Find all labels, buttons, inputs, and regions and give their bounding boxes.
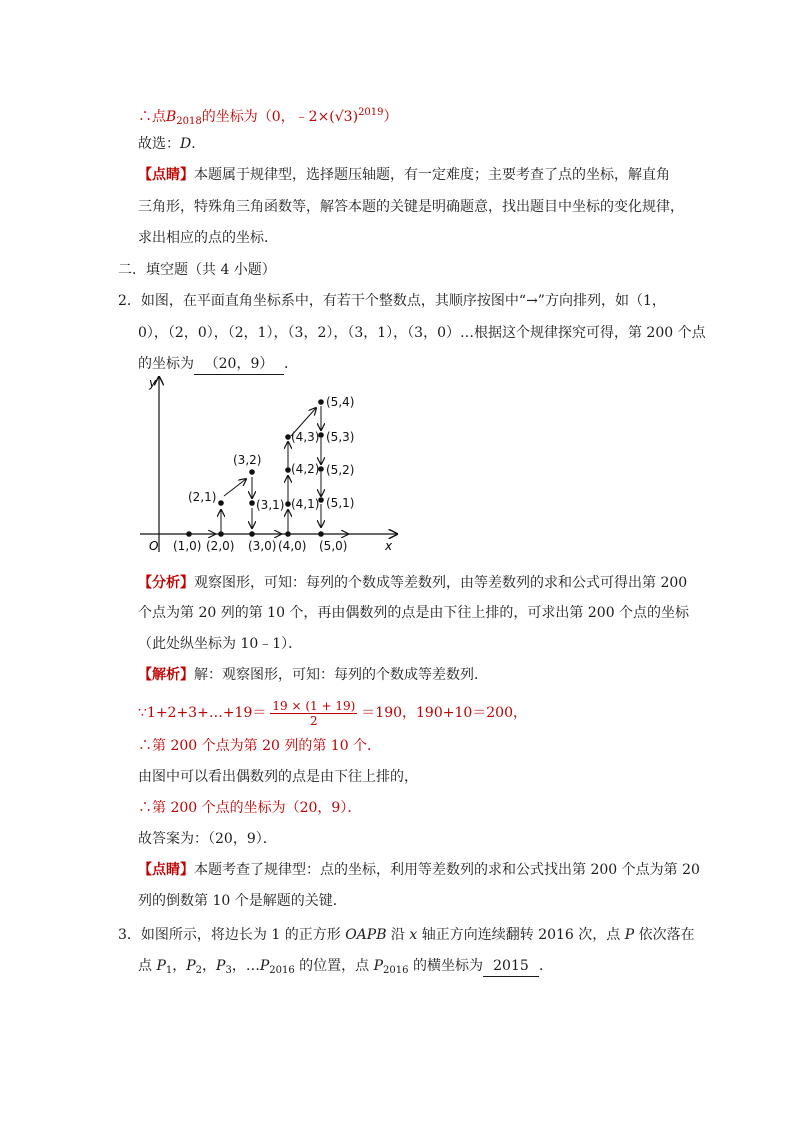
q2-line-2: 0），（2，0），（2，1），（3，2），（3，1），（3，0）…根据这个规律探究可得，第 200 个点 xyxy=(138,325,706,341)
prev-choice-line: 故选：D. xyxy=(138,136,196,152)
q2-number: 2． xyxy=(118,293,141,309)
q2-line-1: 2．如图，在平面直角坐标系中，有若干个整数点，其顺序按图中“→”方向排列，如（1， xyxy=(118,293,666,309)
q2-analysis-line-1: 【分析】观察图形，可知：每列的个数成等差数列，由等差数列的求和公式可得出第 200 xyxy=(138,575,688,591)
q3-line-2: 点 $P_1$，$P_2$，$P_3$，$\dots P_{2016}$ 的位置，点 $P_{2016}$ 的横坐标为 2015 ． xyxy=(138,958,553,976)
q2-solution-line-4: 由图中可以看出偶数列的点是由下往上排的， xyxy=(138,769,418,785)
label-5-4: (5,4) xyxy=(326,395,355,409)
label-3-0: (3,0) xyxy=(248,539,277,553)
q2-answer: （20，9） xyxy=(194,354,284,375)
analysis-tag: 【分析】 xyxy=(138,575,194,591)
label-3-2: (3,2) xyxy=(233,453,262,467)
point-4-2 xyxy=(285,467,291,473)
sum-fraction: $\frac{19 \times (1 + 19)}{2}$ xyxy=(272,698,356,728)
point-2-1 xyxy=(218,500,224,506)
q2-analysis-line-2: 个点为第 20 列的第 10 个，再由偶数列的点是由下往上排的，可求出第 200 个点的坐标 xyxy=(138,605,690,621)
q2-line-3: 的坐标为 （20，9） ． xyxy=(138,354,298,375)
q2-lattice-figure xyxy=(135,372,405,557)
label-2-0: (2,0) xyxy=(206,539,235,553)
prev-comment-line-1: 【点睛】本题属于规律型，选择题压轴题，有一定难度；主要考查了点的坐标，解直角 xyxy=(138,167,670,183)
comment-tag: 【点睛】 xyxy=(138,862,194,878)
q3-line-1: 3．如图所示，将边长为 1 的正方形 OAPB 沿 x 轴正方向连续翻转 2016 次，点 P 依次落在 xyxy=(118,927,695,943)
point-4-1 xyxy=(285,501,291,507)
label-5-0: (5,0) xyxy=(319,539,348,553)
point-5-4 xyxy=(318,399,324,405)
section-title: 二．填空题（共 4 小题） xyxy=(118,262,276,278)
prev-coord-line: ∴点$B_{2018}$的坐标为（0，$﹣2\times(√3)^{2019}$） xyxy=(138,107,398,127)
q3-answer: 2015 xyxy=(483,956,539,977)
label-3-1: (3,1) xyxy=(256,498,285,512)
label-5-3: (5,3) xyxy=(326,430,355,444)
comment-tag: 【点睛】 xyxy=(138,167,194,183)
q2-analysis-line-3: （此处纵坐标为 10﹣1）． xyxy=(138,636,303,652)
prev-comment-line-2: 三角形，特殊角三角函数等，解答本题的关键是明确题意，找出题目中坐标的变化规律， xyxy=(138,199,684,215)
y-axis-label: y xyxy=(149,376,157,390)
q2-solution-line-3: ∴第 200 个点为第 20 列的第 10 个． xyxy=(138,738,382,754)
origin-label: O xyxy=(149,539,159,553)
q2-solution-line-1: 【解析】解：观察图形，可知：每列的个数成等差数列． xyxy=(138,667,488,683)
point-5-0 xyxy=(318,531,324,537)
prev-comment-line-3: 求出相应的点的坐标． xyxy=(138,230,278,246)
point-4-3 xyxy=(285,434,291,440)
label-4-1: (4,1) xyxy=(291,497,320,511)
q3-number: 3． xyxy=(118,927,141,943)
x-axis-label: x xyxy=(385,539,393,553)
label-4-3: (4,3) xyxy=(291,430,320,444)
label-5-2: (5,2) xyxy=(326,463,355,477)
point-3-1 xyxy=(249,500,255,506)
q2-comment-line-2: 列的倒数第 10 个是解题的关键． xyxy=(138,893,347,909)
label-1-0: (1,0) xyxy=(173,539,202,553)
point-1-0 xyxy=(186,531,192,537)
q2-comment-line-1: 【点睛】本题考查了规律型：点的坐标，利用等差数列的求和公式找出第 200 个点为第 20 xyxy=(138,862,700,878)
q2-solution-line-6: 故答案为：（20，9）． xyxy=(138,831,277,847)
point-3-2 xyxy=(249,469,255,475)
point-2-0 xyxy=(218,531,224,537)
point-3-0 xyxy=(249,531,255,537)
q2-solution-line-5: ∴第 200 个点的坐标为（20，9）． xyxy=(138,800,362,816)
label-2-1: (2,1) xyxy=(188,490,217,504)
label-4-0: (4,0) xyxy=(278,539,307,553)
solution-tag: 【解析】 xyxy=(138,667,194,683)
label-5-1: (5,1) xyxy=(326,496,355,510)
label-4-2: (4,2) xyxy=(291,462,320,476)
point-4-0 xyxy=(285,531,291,537)
q2-sum-line: ∵1+2+3+…+19＝ $\frac{19 \times (1 + 19)}{2}$ ＝190，190+10＝200， xyxy=(138,698,527,728)
